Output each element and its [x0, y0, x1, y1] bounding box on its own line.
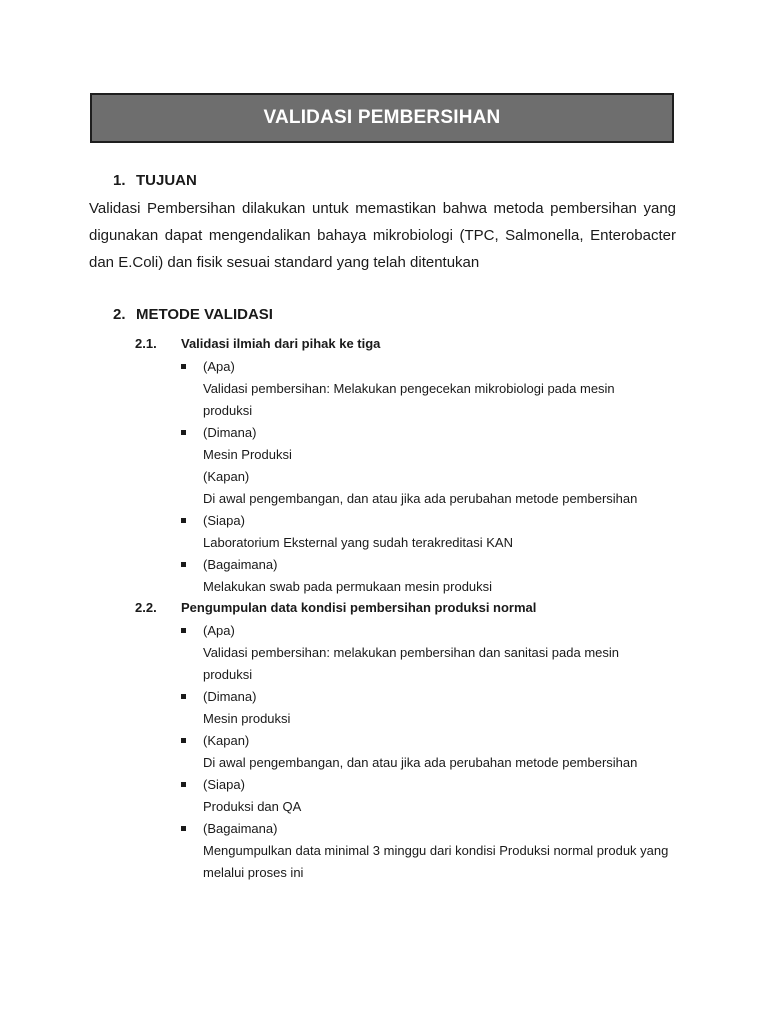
list-item [181, 818, 681, 884]
bullet-square-icon [181, 364, 186, 369]
subsection-2-2-title: Pengumpulan data kondisi pembersihan produksi normal [181, 600, 537, 615]
list-item [181, 554, 681, 598]
document-title: VALIDASI PEMBERSIHAN [263, 107, 501, 128]
item-label: (Kapan) [203, 733, 250, 748]
section-1-title: TUJUAN [136, 172, 197, 189]
bullet-square-icon [181, 694, 186, 699]
bullet-square-icon [181, 628, 186, 633]
item-label: (Siapa) [203, 777, 245, 792]
section-2-number: 2. [113, 306, 126, 323]
list-item [181, 730, 681, 774]
item-text: Mesin produksi [203, 711, 291, 726]
section-1-paragraph: Validasi Pembersihan dilakukan untuk memastikan bahwa metoda pembersihan yang digunakan dapat mengendalikan bahaya mikrobiologi (TPC, Salmonella, Enterobacter dan E.Coli) dan fisik sesuai standard yang telah ditentukan [89, 200, 676, 271]
bullet-square-icon [181, 430, 186, 435]
subsection-2-1-title: Validasi ilmiah dari pihak ke tiga [181, 336, 381, 351]
item-text: Validasi pembersihan: melakukan pembersihan dan sanitasi pada mesin produksi [203, 645, 619, 682]
subsection-2-2-number: 2.2. [135, 600, 157, 615]
item-text: Di awal pengembangan, dan atau jika ada perubahan metode pembersihan [203, 491, 638, 506]
section-1-heading [113, 172, 197, 189]
item-label: (Apa) [203, 359, 235, 374]
bullet-square-icon [181, 782, 186, 787]
bullet-square-icon [181, 738, 186, 743]
item-label: (Dimana) [203, 425, 257, 440]
item-label: (Kapan) [203, 469, 250, 484]
item-text: Laboratorium Eksternal yang sudah terakreditasi KAN [203, 535, 513, 550]
list-item [181, 356, 681, 422]
item-label: (Siapa) [203, 513, 245, 528]
item-text: Produksi dan QA [203, 799, 302, 814]
section-2-heading [113, 306, 273, 323]
list-item [181, 422, 681, 510]
subsection-2-1-heading [135, 336, 380, 351]
item-text: Melakukan swab pada permukaan mesin produksi [203, 579, 493, 594]
list-item [181, 686, 681, 730]
item-label: (Bagaimana) [203, 821, 278, 836]
bullet-square-icon [181, 826, 186, 831]
bullet-square-icon [181, 518, 186, 523]
item-label: (Apa) [203, 623, 235, 638]
item-text: Mesin Produksi [203, 447, 292, 462]
subsection-2-1-number: 2.1. [135, 336, 157, 351]
subsection-2-2-list [181, 620, 681, 884]
subsection-2-1-list [181, 356, 681, 598]
item-label: (Dimana) [203, 689, 257, 704]
list-item [181, 620, 681, 686]
item-text: Di awal pengembangan, dan atau jika ada perubahan metode pembersihan [203, 755, 638, 770]
list-item [181, 774, 681, 818]
list-item [181, 510, 681, 554]
section-1-number: 1. [113, 172, 126, 189]
title-banner [90, 93, 674, 143]
item-label: (Bagaimana) [203, 557, 278, 572]
item-text: Validasi pembersihan: Melakukan pengecekan mikrobiologi pada mesin produksi [203, 381, 615, 418]
subsection-2-2-heading [135, 600, 536, 615]
section-2-title: METODE VALIDASI [136, 306, 273, 323]
bullet-square-icon [181, 562, 186, 567]
item-text: Mengumpulkan data minimal 3 minggu dari kondisi Produksi normal produk yang melalui proses ini [203, 843, 669, 880]
